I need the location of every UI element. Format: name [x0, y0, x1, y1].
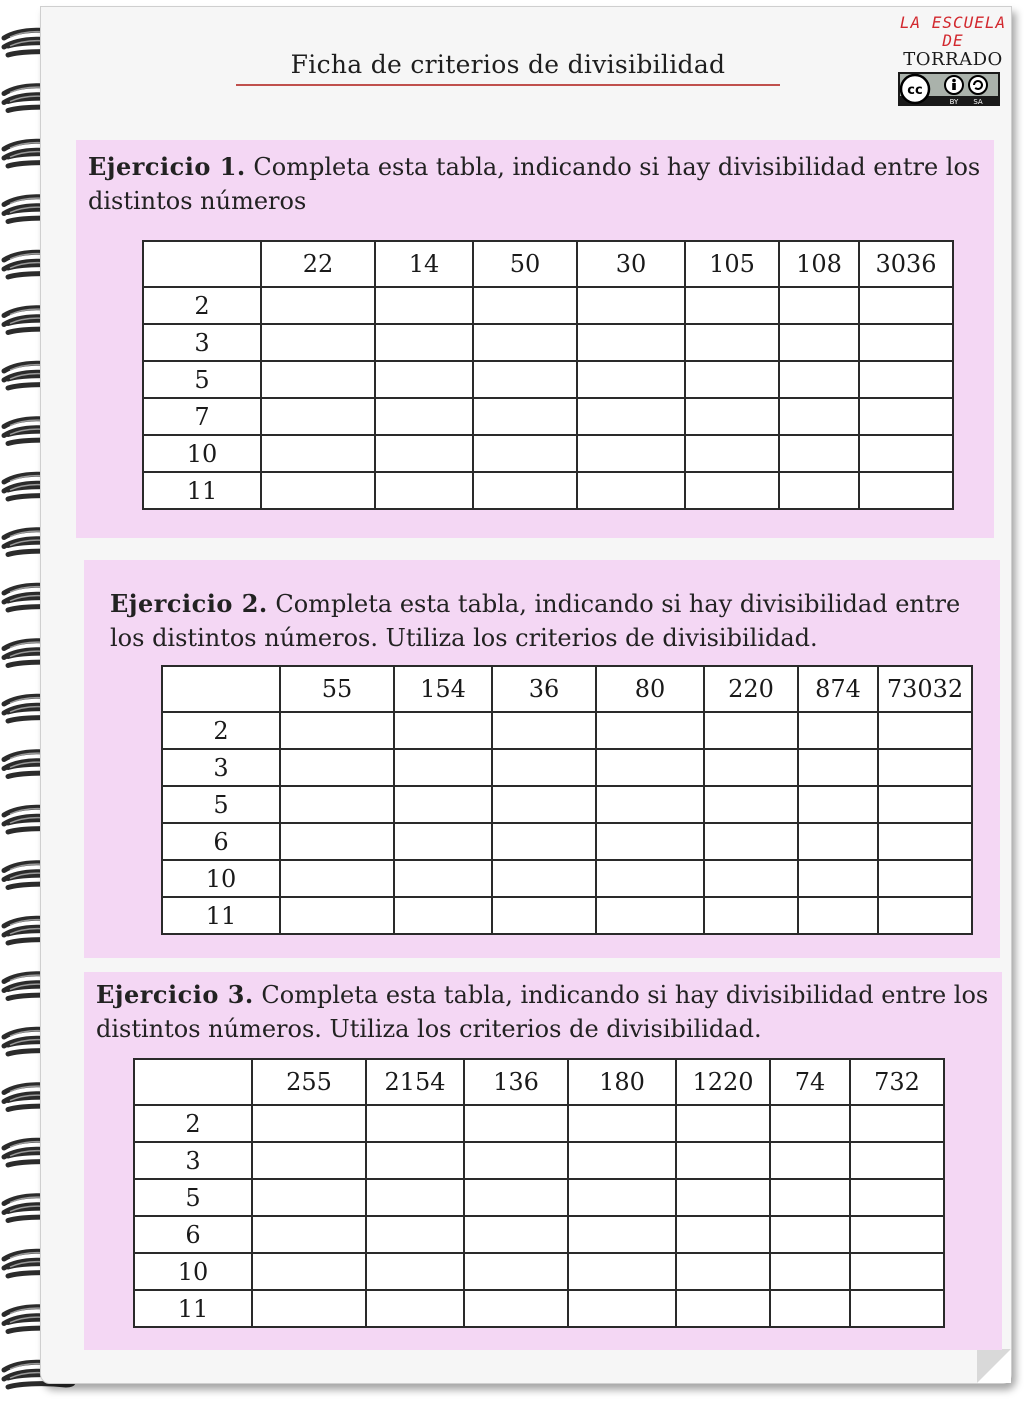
row-header: 3 [162, 749, 280, 786]
answer-cell[interactable] [770, 1142, 850, 1179]
answer-cell[interactable] [492, 786, 596, 823]
row-header: 5 [143, 361, 261, 398]
table-row [134, 1290, 944, 1327]
answer-cell[interactable] [473, 398, 577, 435]
answer-cell[interactable] [859, 398, 953, 435]
table-header-row [143, 241, 953, 287]
answer-cell[interactable] [280, 712, 394, 749]
answer-cell[interactable] [878, 786, 972, 823]
answer-cell[interactable] [473, 287, 577, 324]
table-row [134, 1216, 944, 1253]
answer-cell[interactable] [859, 287, 953, 324]
answer-cell[interactable] [779, 472, 859, 509]
answer-cell[interactable] [770, 1179, 850, 1216]
answer-cell[interactable] [568, 1142, 676, 1179]
row-header: 3 [143, 324, 261, 361]
answer-cell[interactable] [492, 712, 596, 749]
answer-cell[interactable] [473, 324, 577, 361]
exercise-2-text-line-2: los distintos números. Utiliza los criterios de divisibilidad. [110, 624, 818, 652]
cc-by-sa-license-icon [898, 72, 1000, 106]
answer-cell[interactable] [261, 361, 375, 398]
row-header: 5 [162, 786, 280, 823]
answer-cell[interactable] [375, 398, 473, 435]
svg-text:BY: BY [949, 98, 959, 106]
column-header: 50 [473, 241, 577, 287]
answer-cell[interactable] [252, 1142, 366, 1179]
answer-cell[interactable] [464, 1253, 568, 1290]
table-corner-cell [143, 241, 261, 287]
answer-cell[interactable] [859, 435, 953, 472]
answer-cell[interactable] [252, 1216, 366, 1253]
answer-cell[interactable] [261, 435, 375, 472]
table-corner-cell [134, 1059, 252, 1105]
row-header: 3 [134, 1142, 252, 1179]
answer-cell[interactable] [878, 897, 972, 934]
answer-cell[interactable] [473, 361, 577, 398]
answer-cell[interactable] [685, 324, 779, 361]
answer-cell[interactable] [394, 823, 492, 860]
answer-cell[interactable] [596, 860, 704, 897]
answer-cell[interactable] [779, 398, 859, 435]
answer-cell[interactable] [779, 324, 859, 361]
column-header: 255 [252, 1059, 366, 1105]
column-header: 14 [375, 241, 473, 287]
column-header: 55 [280, 666, 394, 712]
row-header: 10 [162, 860, 280, 897]
row-header: 10 [134, 1253, 252, 1290]
column-header: 874 [798, 666, 878, 712]
exercise-3-table [133, 1058, 945, 1328]
column-header: 80 [596, 666, 704, 712]
svg-text:cc: cc [907, 83, 923, 98]
answer-cell[interactable] [685, 398, 779, 435]
table-row [134, 1142, 944, 1179]
answer-cell[interactable] [878, 712, 972, 749]
exercise-2-label: Ejercicio 2. [110, 589, 268, 618]
answer-cell[interactable] [252, 1290, 366, 1327]
answer-cell[interactable] [252, 1253, 366, 1290]
answer-cell[interactable] [473, 435, 577, 472]
answer-cell[interactable] [492, 860, 596, 897]
answer-cell[interactable] [779, 361, 859, 398]
answer-cell[interactable] [859, 324, 953, 361]
table-header-row [134, 1059, 944, 1105]
row-header: 7 [143, 398, 261, 435]
column-header: 154 [394, 666, 492, 712]
answer-cell[interactable] [280, 786, 394, 823]
table-row [134, 1105, 944, 1142]
page-corner-fold [977, 1349, 1011, 1383]
answer-cell[interactable] [770, 1216, 850, 1253]
answer-cell[interactable] [878, 860, 972, 897]
answer-cell[interactable] [596, 823, 704, 860]
answer-cell[interactable] [261, 398, 375, 435]
answer-cell[interactable] [568, 1216, 676, 1253]
answer-cell[interactable] [676, 1105, 770, 1142]
answer-cell[interactable] [704, 823, 798, 860]
answer-cell[interactable] [798, 749, 878, 786]
column-header: 732 [850, 1059, 944, 1105]
answer-cell[interactable] [596, 712, 704, 749]
answer-cell[interactable] [394, 860, 492, 897]
answer-cell[interactable] [492, 749, 596, 786]
row-header: 2 [143, 287, 261, 324]
answer-cell[interactable] [280, 749, 394, 786]
answer-cell[interactable] [261, 472, 375, 509]
column-header: 108 [779, 241, 859, 287]
answer-cell[interactable] [770, 1290, 850, 1327]
table-header-row [162, 666, 972, 712]
answer-cell[interactable] [850, 1179, 944, 1216]
answer-cell[interactable] [366, 1142, 464, 1179]
answer-cell[interactable] [676, 1253, 770, 1290]
answer-cell[interactable] [850, 1105, 944, 1142]
answer-cell[interactable] [394, 897, 492, 934]
answer-cell[interactable] [685, 361, 779, 398]
answer-cell[interactable] [568, 1179, 676, 1216]
answer-cell[interactable] [366, 1105, 464, 1142]
answer-cell[interactable] [280, 897, 394, 934]
answer-cell[interactable] [596, 749, 704, 786]
table-row [134, 1253, 944, 1290]
table-row [162, 823, 972, 860]
answer-cell[interactable] [375, 287, 473, 324]
table-row [143, 361, 953, 398]
table-row [162, 749, 972, 786]
answer-cell[interactable] [568, 1105, 676, 1142]
row-header: 6 [162, 823, 280, 860]
answer-cell[interactable] [685, 472, 779, 509]
answer-cell[interactable] [473, 472, 577, 509]
answer-cell[interactable] [850, 1142, 944, 1179]
answer-cell[interactable] [252, 1179, 366, 1216]
answer-cell[interactable] [859, 361, 953, 398]
exercise-2-instructions [110, 587, 990, 655]
column-header: 74 [770, 1059, 850, 1105]
table-row [143, 472, 953, 509]
exercise-3-text-line-1: Completa esta tabla, indicando si hay divisibilidad entre los [261, 981, 989, 1009]
answer-cell[interactable] [252, 1105, 366, 1142]
answer-cell[interactable] [261, 324, 375, 361]
table-row [143, 398, 953, 435]
exercise-3-text-line-2: distintos números. Utiliza los criterios de divisibilidad. [96, 1015, 762, 1043]
answer-cell[interactable] [375, 435, 473, 472]
answer-cell[interactable] [366, 1216, 464, 1253]
row-header: 11 [162, 897, 280, 934]
answer-cell[interactable] [704, 860, 798, 897]
answer-cell[interactable] [464, 1179, 568, 1216]
exercise-1-text-line-1: Completa esta tabla, indicando si hay divisibilidad entre los [253, 153, 981, 181]
exercise-1-label: Ejercicio 1. [88, 152, 246, 181]
answer-cell[interactable] [464, 1290, 568, 1327]
column-header: 180 [568, 1059, 676, 1105]
school-logo [898, 14, 1008, 124]
table-corner-cell [162, 666, 280, 712]
answer-cell[interactable] [850, 1216, 944, 1253]
answer-cell[interactable] [798, 897, 878, 934]
answer-cell[interactable] [770, 1105, 850, 1142]
column-header: 30 [577, 241, 685, 287]
row-header: 2 [162, 712, 280, 749]
answer-cell[interactable] [577, 324, 685, 361]
svg-text:SA: SA [973, 98, 983, 106]
answer-cell[interactable] [261, 287, 375, 324]
answer-cell[interactable] [596, 786, 704, 823]
column-header: 3036 [859, 241, 953, 287]
answer-cell[interactable] [568, 1290, 676, 1327]
row-header: 11 [143, 472, 261, 509]
answer-cell[interactable] [375, 324, 473, 361]
exercise-1-table [142, 240, 954, 510]
column-header: 73032 [878, 666, 972, 712]
answer-cell[interactable] [685, 435, 779, 472]
table-row [134, 1179, 944, 1216]
answer-cell[interactable] [878, 749, 972, 786]
column-header: 22 [261, 241, 375, 287]
answer-cell[interactable] [685, 287, 779, 324]
table-row [143, 435, 953, 472]
table-row [162, 712, 972, 749]
exercise-2-table [161, 665, 973, 935]
table-row [162, 786, 972, 823]
answer-cell[interactable] [850, 1290, 944, 1327]
answer-cell[interactable] [596, 897, 704, 934]
column-header: 1220 [676, 1059, 770, 1105]
answer-cell[interactable] [464, 1142, 568, 1179]
table-row [143, 287, 953, 324]
exercise-3-label: Ejercicio 3. [96, 980, 254, 1009]
answer-cell[interactable] [704, 749, 798, 786]
column-header: 136 [464, 1059, 568, 1105]
answer-cell[interactable] [366, 1290, 464, 1327]
answer-cell[interactable] [366, 1179, 464, 1216]
title-underline [236, 84, 780, 86]
answer-cell[interactable] [577, 287, 685, 324]
answer-cell[interactable] [394, 712, 492, 749]
exercise-2-text-line-1: Completa esta tabla, indicando si hay divisibilidad entre [275, 590, 961, 618]
row-header: 2 [134, 1105, 252, 1142]
answer-cell[interactable] [280, 823, 394, 860]
column-header: 36 [492, 666, 596, 712]
answer-cell[interactable] [676, 1290, 770, 1327]
answer-cell[interactable] [464, 1216, 568, 1253]
answer-cell[interactable] [779, 287, 859, 324]
answer-cell[interactable] [779, 435, 859, 472]
answer-cell[interactable] [375, 361, 473, 398]
answer-cell[interactable] [878, 823, 972, 860]
answer-cell[interactable] [492, 823, 596, 860]
answer-cell[interactable] [798, 786, 878, 823]
answer-cell[interactable] [859, 472, 953, 509]
row-header: 11 [134, 1290, 252, 1327]
column-header: 105 [685, 241, 779, 287]
table-row [162, 860, 972, 897]
exercise-1-instructions [88, 150, 988, 218]
answer-cell[interactable] [850, 1253, 944, 1290]
logo-line-2: DE [942, 31, 964, 50]
answer-cell[interactable] [676, 1142, 770, 1179]
answer-cell[interactable] [577, 361, 685, 398]
row-header: 10 [143, 435, 261, 472]
answer-cell[interactable] [798, 823, 878, 860]
answer-cell[interactable] [375, 472, 473, 509]
answer-cell[interactable] [568, 1253, 676, 1290]
answer-cell[interactable] [676, 1216, 770, 1253]
answer-cell[interactable] [366, 1253, 464, 1290]
exercise-3-instructions [96, 978, 996, 1046]
answer-cell[interactable] [280, 860, 394, 897]
answer-cell[interactable] [492, 897, 596, 934]
answer-cell[interactable] [394, 749, 492, 786]
answer-cell[interactable] [798, 712, 878, 749]
logo-line-1: LA ESCUELA [899, 13, 1007, 32]
page-title: Ficha de criterios de divisibilidad [290, 50, 726, 79]
table-row [162, 897, 972, 934]
row-header: 6 [134, 1216, 252, 1253]
column-header: 2154 [366, 1059, 464, 1105]
row-header: 5 [134, 1179, 252, 1216]
answer-cell[interactable] [770, 1253, 850, 1290]
column-header: 220 [704, 666, 798, 712]
answer-cell[interactable] [704, 712, 798, 749]
logo-line-3: TORRADO [903, 49, 1003, 70]
answer-cell[interactable] [464, 1105, 568, 1142]
answer-cell[interactable] [394, 786, 492, 823]
answer-cell[interactable] [676, 1179, 770, 1216]
answer-cell[interactable] [577, 398, 685, 435]
answer-cell[interactable] [704, 897, 798, 934]
exercise-1-text-line-2: distintos números [88, 187, 307, 215]
answer-cell[interactable] [704, 786, 798, 823]
answer-cell[interactable] [798, 860, 878, 897]
answer-cell[interactable] [577, 472, 685, 509]
answer-cell[interactable] [577, 435, 685, 472]
table-row [143, 324, 953, 361]
